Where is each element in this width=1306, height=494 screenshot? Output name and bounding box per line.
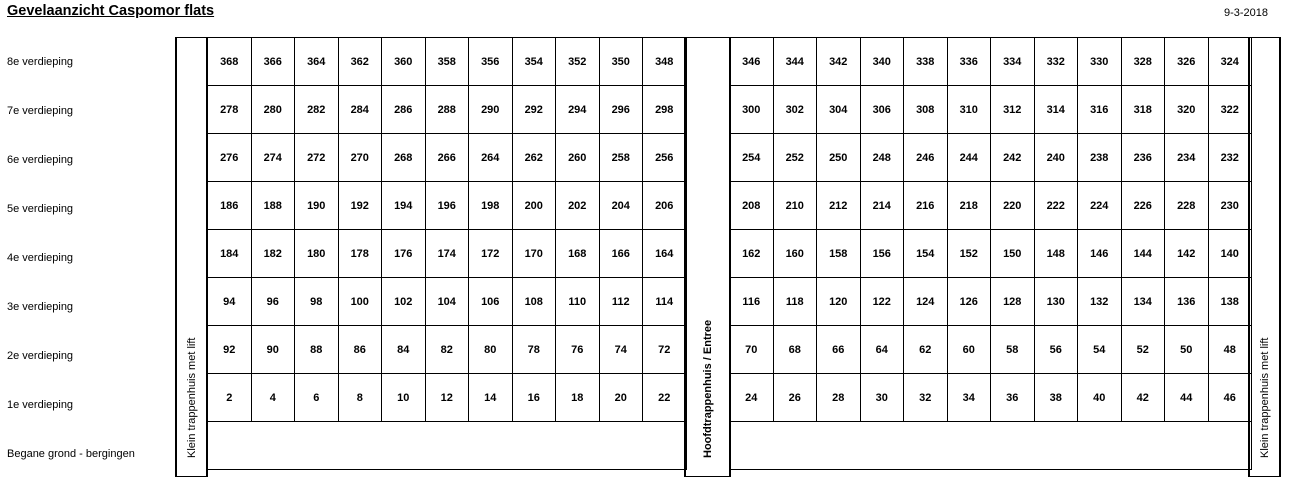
right-wing-grid bbox=[729, 37, 1252, 470]
apartment-number-cell: 14 bbox=[469, 374, 513, 422]
apartment-number-cell: 56 bbox=[1034, 326, 1078, 374]
apartment-number-cell: 216 bbox=[904, 182, 948, 230]
apartment-number-cell: 336 bbox=[947, 38, 991, 86]
apartment-number-cell: 70 bbox=[730, 326, 774, 374]
floor-label-8: 8e verdieping bbox=[7, 56, 74, 68]
apartment-number-cell: 308 bbox=[904, 86, 948, 134]
apartment-number-cell: 268 bbox=[382, 134, 426, 182]
apartment-number-cell: 104 bbox=[425, 278, 469, 326]
apartment-number-cell: 236 bbox=[1121, 134, 1165, 182]
apartment-number-cell: 276 bbox=[208, 134, 252, 182]
apartment-number-cell: 314 bbox=[1034, 86, 1078, 134]
floor-label-5: 5e verdieping bbox=[7, 203, 74, 215]
apartment-number-cell: 162 bbox=[730, 230, 774, 278]
apartment-number-cell: 128 bbox=[991, 278, 1035, 326]
apartment-number-cell: 328 bbox=[1121, 38, 1165, 86]
page-title: Gevelaanzicht Caspomor flats bbox=[7, 3, 215, 19]
apartment-number-cell: 348 bbox=[643, 38, 687, 86]
floor-row bbox=[208, 134, 687, 182]
apartment-number-cell: 194 bbox=[382, 182, 426, 230]
apartment-number-cell: 60 bbox=[947, 326, 991, 374]
apartment-number-cell: 180 bbox=[295, 230, 339, 278]
apartment-number-cell: 364 bbox=[295, 38, 339, 86]
floor-row bbox=[208, 326, 687, 374]
apartment-number-cell: 246 bbox=[904, 134, 948, 182]
apartment-number-cell: 130 bbox=[1034, 278, 1078, 326]
apartment-number-cell: 4 bbox=[251, 374, 295, 422]
apartment-number-cell: 156 bbox=[860, 230, 904, 278]
apartment-number-cell: 278 bbox=[208, 86, 252, 134]
stairwell-center bbox=[684, 37, 731, 477]
apartment-number-cell: 360 bbox=[382, 38, 426, 86]
apartment-number-cell: 74 bbox=[599, 326, 643, 374]
apartment-number-cell: 368 bbox=[208, 38, 252, 86]
apartment-number-cell: 342 bbox=[817, 38, 861, 86]
apartment-number-cell: 32 bbox=[904, 374, 948, 422]
apartment-number-cell: 312 bbox=[991, 86, 1035, 134]
apartment-number-cell: 290 bbox=[469, 86, 513, 134]
apartment-number-cell: 324 bbox=[1208, 38, 1252, 86]
apartment-number-cell: 48 bbox=[1208, 326, 1252, 374]
apartment-number-cell: 350 bbox=[599, 38, 643, 86]
apartment-number-cell: 266 bbox=[425, 134, 469, 182]
apartment-number-cell: 18 bbox=[556, 374, 600, 422]
apartment-number-cell: 200 bbox=[512, 182, 556, 230]
apartment-number-cell: 94 bbox=[208, 278, 252, 326]
apartment-number-cell: 356 bbox=[469, 38, 513, 86]
apartment-number-cell: 22 bbox=[643, 374, 687, 422]
apartment-number-cell: 78 bbox=[512, 326, 556, 374]
apartment-number-cell: 260 bbox=[556, 134, 600, 182]
apartment-number-cell: 192 bbox=[338, 182, 382, 230]
apartment-number-cell: 66 bbox=[817, 326, 861, 374]
apartment-number-cell: 242 bbox=[991, 134, 1035, 182]
apartment-number-cell: 202 bbox=[556, 182, 600, 230]
apartment-number-cell: 34 bbox=[947, 374, 991, 422]
floor-label-2: 2e verdieping bbox=[7, 350, 74, 362]
apartment-number-cell: 114 bbox=[643, 278, 687, 326]
floor-row bbox=[730, 182, 1252, 230]
apartment-number-cell: 146 bbox=[1078, 230, 1122, 278]
apartment-number-cell: 166 bbox=[599, 230, 643, 278]
floor-row bbox=[730, 86, 1252, 134]
apartment-number-cell: 124 bbox=[904, 278, 948, 326]
apartment-number-cell: 358 bbox=[425, 38, 469, 86]
apartment-number-cell: 232 bbox=[1208, 134, 1252, 182]
apartment-number-cell: 54 bbox=[1078, 326, 1122, 374]
apartment-number-cell: 36 bbox=[991, 374, 1035, 422]
document-date: 9-3-2018 bbox=[1223, 7, 1268, 19]
floor-row bbox=[208, 86, 687, 134]
apartment-number-cell: 330 bbox=[1078, 38, 1122, 86]
apartment-number-cell: 170 bbox=[512, 230, 556, 278]
apartment-number-cell: 332 bbox=[1034, 38, 1078, 86]
apartment-number-cell: 148 bbox=[1034, 230, 1078, 278]
apartment-number-cell: 68 bbox=[773, 326, 817, 374]
apartment-number-cell: 52 bbox=[1121, 326, 1165, 374]
apartment-number-cell: 298 bbox=[643, 86, 687, 134]
apartment-number-cell: 44 bbox=[1165, 374, 1209, 422]
apartment-number-cell: 134 bbox=[1121, 278, 1165, 326]
apartment-number-cell: 120 bbox=[817, 278, 861, 326]
floor-row bbox=[208, 38, 687, 86]
apartment-number-cell: 152 bbox=[947, 230, 991, 278]
left-wing-grid bbox=[207, 37, 687, 470]
apartment-number-cell: 118 bbox=[773, 278, 817, 326]
apartment-number-cell: 220 bbox=[991, 182, 1035, 230]
apartment-number-cell: 340 bbox=[860, 38, 904, 86]
apartment-number-cell: 206 bbox=[643, 182, 687, 230]
apartment-number-cell: 248 bbox=[860, 134, 904, 182]
apartment-number-cell: 84 bbox=[382, 326, 426, 374]
apartment-number-cell: 366 bbox=[251, 38, 295, 86]
apartment-number-cell: 64 bbox=[860, 326, 904, 374]
apartment-number-cell: 144 bbox=[1121, 230, 1165, 278]
apartment-number-cell: 270 bbox=[338, 134, 382, 182]
floor-row bbox=[730, 278, 1252, 326]
apartment-number-cell: 302 bbox=[773, 86, 817, 134]
apartment-number-cell: 126 bbox=[947, 278, 991, 326]
apartment-number-cell: 230 bbox=[1208, 182, 1252, 230]
apartment-number-cell: 96 bbox=[251, 278, 295, 326]
apartment-number-cell: 42 bbox=[1121, 374, 1165, 422]
apartment-number-cell: 178 bbox=[338, 230, 382, 278]
apartment-number-cell: 352 bbox=[556, 38, 600, 86]
apartment-number-cell: 6 bbox=[295, 374, 339, 422]
apartment-number-cell: 234 bbox=[1165, 134, 1209, 182]
apartment-number-cell: 88 bbox=[295, 326, 339, 374]
apartment-number-cell: 150 bbox=[991, 230, 1035, 278]
floor-row bbox=[730, 230, 1252, 278]
apartment-number-cell: 262 bbox=[512, 134, 556, 182]
stairwell-right-label: Klein trappenhuis met lift bbox=[1258, 337, 1271, 458]
apartment-number-cell: 10 bbox=[382, 374, 426, 422]
apartment-number-cell: 300 bbox=[730, 86, 774, 134]
apartment-number-cell: 98 bbox=[295, 278, 339, 326]
apartment-number-cell: 254 bbox=[730, 134, 774, 182]
apartment-number-cell: 264 bbox=[469, 134, 513, 182]
apartment-number-cell: 346 bbox=[730, 38, 774, 86]
apartment-number-cell: 222 bbox=[1034, 182, 1078, 230]
apartment-number-cell: 160 bbox=[773, 230, 817, 278]
ground-floor-row bbox=[208, 422, 687, 470]
apartment-number-cell: 322 bbox=[1208, 86, 1252, 134]
apartment-number-cell: 258 bbox=[599, 134, 643, 182]
apartment-number-cell: 250 bbox=[817, 134, 861, 182]
apartment-number-cell: 122 bbox=[860, 278, 904, 326]
apartment-number-cell: 46 bbox=[1208, 374, 1252, 422]
apartment-number-cell: 224 bbox=[1078, 182, 1122, 230]
apartment-number-cell: 168 bbox=[556, 230, 600, 278]
apartment-number-cell: 82 bbox=[425, 326, 469, 374]
apartment-number-cell: 318 bbox=[1121, 86, 1165, 134]
apartment-number-cell: 92 bbox=[208, 326, 252, 374]
apartment-number-cell: 240 bbox=[1034, 134, 1078, 182]
apartment-number-cell: 24 bbox=[730, 374, 774, 422]
floor-row bbox=[208, 278, 687, 326]
floor-label-3: 3e verdieping bbox=[7, 301, 74, 313]
apartment-number-cell: 204 bbox=[599, 182, 643, 230]
apartment-number-cell: 12 bbox=[425, 374, 469, 422]
apartment-number-cell: 28 bbox=[817, 374, 861, 422]
apartment-number-cell: 292 bbox=[512, 86, 556, 134]
apartment-number-cell: 2 bbox=[208, 374, 252, 422]
apartment-number-cell: 106 bbox=[469, 278, 513, 326]
floor-row bbox=[730, 326, 1252, 374]
apartment-number-cell: 320 bbox=[1165, 86, 1209, 134]
apartment-number-cell: 196 bbox=[425, 182, 469, 230]
floor-label-ground: Begane grond - bergingen bbox=[7, 448, 135, 460]
apartment-number-cell: 30 bbox=[860, 374, 904, 422]
storage-cell bbox=[208, 422, 687, 470]
apartment-number-cell: 158 bbox=[817, 230, 861, 278]
apartment-number-cell: 116 bbox=[730, 278, 774, 326]
apartment-number-cell: 164 bbox=[643, 230, 687, 278]
apartment-number-cell: 282 bbox=[295, 86, 339, 134]
apartment-number-cell: 304 bbox=[817, 86, 861, 134]
apartment-number-cell: 218 bbox=[947, 182, 991, 230]
apartment-number-cell: 238 bbox=[1078, 134, 1122, 182]
apartment-number-cell: 20 bbox=[599, 374, 643, 422]
floor-row bbox=[208, 230, 687, 278]
apartment-number-cell: 108 bbox=[512, 278, 556, 326]
apartment-number-cell: 90 bbox=[251, 326, 295, 374]
floor-row bbox=[730, 374, 1252, 422]
apartment-number-cell: 80 bbox=[469, 326, 513, 374]
apartment-number-cell: 142 bbox=[1165, 230, 1209, 278]
apartment-number-cell: 210 bbox=[773, 182, 817, 230]
apartment-number-cell: 182 bbox=[251, 230, 295, 278]
apartment-number-cell: 40 bbox=[1078, 374, 1122, 422]
floor-row bbox=[208, 374, 687, 422]
apartment-number-cell: 226 bbox=[1121, 182, 1165, 230]
apartment-number-cell: 16 bbox=[512, 374, 556, 422]
floor-row bbox=[730, 38, 1252, 86]
apartment-number-cell: 228 bbox=[1165, 182, 1209, 230]
apartment-number-cell: 310 bbox=[947, 86, 991, 134]
apartment-number-cell: 58 bbox=[991, 326, 1035, 374]
apartment-number-cell: 72 bbox=[643, 326, 687, 374]
apartment-number-cell: 50 bbox=[1165, 326, 1209, 374]
apartment-number-cell: 212 bbox=[817, 182, 861, 230]
apartment-number-cell: 334 bbox=[991, 38, 1035, 86]
stairwell-left bbox=[175, 37, 208, 477]
apartment-number-cell: 140 bbox=[1208, 230, 1252, 278]
apartment-number-cell: 354 bbox=[512, 38, 556, 86]
apartment-number-cell: 286 bbox=[382, 86, 426, 134]
apartment-number-cell: 190 bbox=[295, 182, 339, 230]
apartment-number-cell: 338 bbox=[904, 38, 948, 86]
ground-floor-row bbox=[730, 422, 1252, 470]
apartment-number-cell: 184 bbox=[208, 230, 252, 278]
floor-label-6: 6e verdieping bbox=[7, 154, 74, 166]
floor-row bbox=[730, 134, 1252, 182]
apartment-number-cell: 186 bbox=[208, 182, 252, 230]
apartment-number-cell: 256 bbox=[643, 134, 687, 182]
apartment-number-cell: 154 bbox=[904, 230, 948, 278]
apartment-number-cell: 296 bbox=[599, 86, 643, 134]
apartment-number-cell: 274 bbox=[251, 134, 295, 182]
apartment-number-cell: 26 bbox=[773, 374, 817, 422]
apartment-number-cell: 252 bbox=[773, 134, 817, 182]
apartment-number-cell: 244 bbox=[947, 134, 991, 182]
stairwell-right bbox=[1248, 37, 1281, 477]
floor-label-7: 7e verdieping bbox=[7, 105, 74, 117]
apartment-number-cell: 136 bbox=[1165, 278, 1209, 326]
floor-row bbox=[208, 182, 687, 230]
apartment-number-cell: 208 bbox=[730, 182, 774, 230]
stairwell-left-label: Klein trappenhuis met lift bbox=[185, 337, 198, 458]
stairwell-center-label: Hoofdtrappenhuis / Entree bbox=[701, 319, 714, 458]
apartment-number-cell: 344 bbox=[773, 38, 817, 86]
apartment-number-cell: 362 bbox=[338, 38, 382, 86]
apartment-number-cell: 8 bbox=[338, 374, 382, 422]
apartment-number-cell: 76 bbox=[556, 326, 600, 374]
apartment-number-cell: 198 bbox=[469, 182, 513, 230]
storage-cell bbox=[730, 422, 1252, 470]
apartment-number-cell: 294 bbox=[556, 86, 600, 134]
apartment-number-cell: 174 bbox=[425, 230, 469, 278]
apartment-number-cell: 176 bbox=[382, 230, 426, 278]
apartment-number-cell: 112 bbox=[599, 278, 643, 326]
apartment-number-cell: 102 bbox=[382, 278, 426, 326]
apartment-number-cell: 110 bbox=[556, 278, 600, 326]
apartment-number-cell: 288 bbox=[425, 86, 469, 134]
apartment-number-cell: 284 bbox=[338, 86, 382, 134]
apartment-number-cell: 138 bbox=[1208, 278, 1252, 326]
apartment-number-cell: 188 bbox=[251, 182, 295, 230]
apartment-number-cell: 100 bbox=[338, 278, 382, 326]
apartment-number-cell: 214 bbox=[860, 182, 904, 230]
floor-label-1: 1e verdieping bbox=[7, 399, 74, 411]
apartment-number-cell: 326 bbox=[1165, 38, 1209, 86]
apartment-number-cell: 172 bbox=[469, 230, 513, 278]
apartment-number-cell: 132 bbox=[1078, 278, 1122, 326]
apartment-number-cell: 306 bbox=[860, 86, 904, 134]
floor-label-4: 4e verdieping bbox=[7, 252, 74, 264]
apartment-number-cell: 38 bbox=[1034, 374, 1078, 422]
apartment-number-cell: 86 bbox=[338, 326, 382, 374]
apartment-number-cell: 62 bbox=[904, 326, 948, 374]
apartment-number-cell: 280 bbox=[251, 86, 295, 134]
apartment-number-cell: 272 bbox=[295, 134, 339, 182]
apartment-number-cell: 316 bbox=[1078, 86, 1122, 134]
